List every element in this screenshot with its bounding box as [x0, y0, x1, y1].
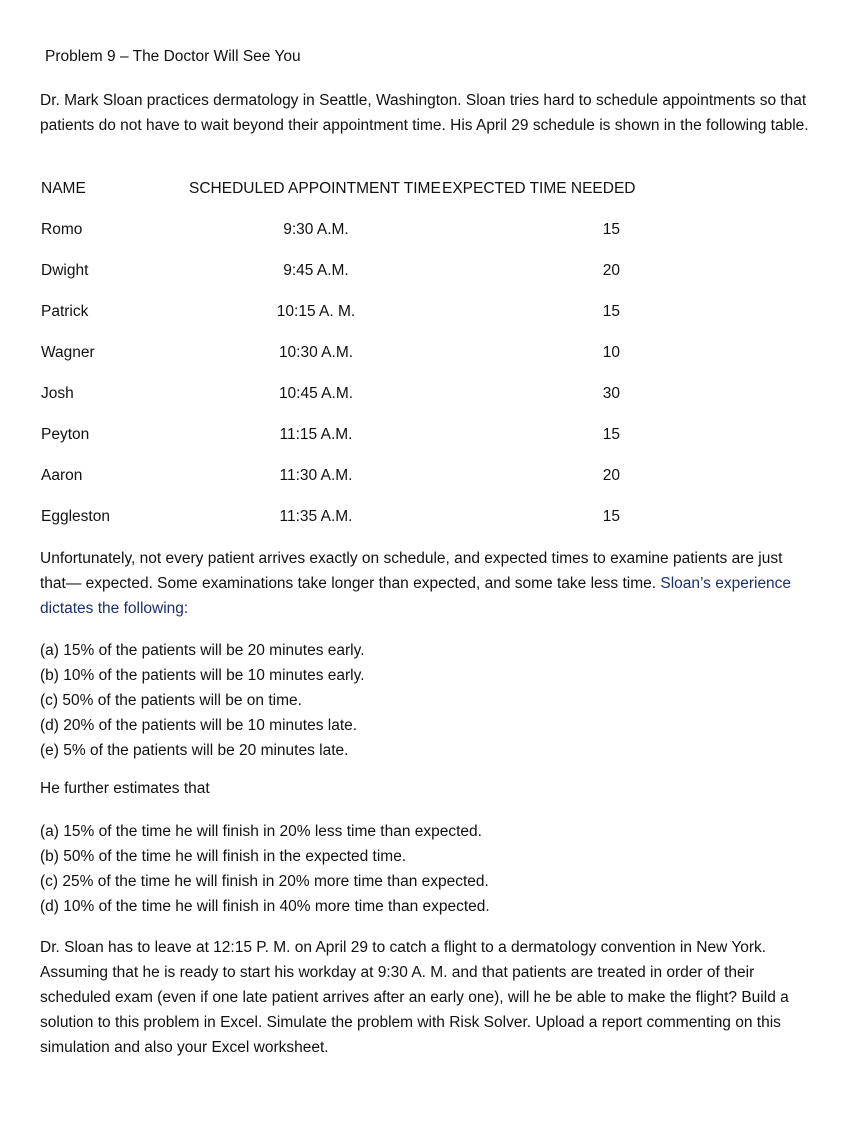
patient-name: Wagner: [41, 344, 95, 361]
list-item: (b) 10% of the patients will be 10 minutes early.: [40, 667, 365, 684]
patient-name: Dwight: [41, 262, 89, 279]
list-item: (d) 10% of the time he will finish in 40% more time than expected.: [40, 898, 490, 915]
time-needed: 15: [602, 508, 620, 525]
header-scheduled-time: SCHEDULED APPOINTMENT TIME: [189, 180, 441, 197]
variability-text: Unfortunately, not every patient arrives exactly on schedule, and expected times to examine patients are just that— expected. Some examinations take longer than expected, and some take less time.: [40, 550, 783, 592]
closing-paragraph: Dr. Sloan has to leave at 12:15 P. M. on April 29 to catch a flight to a dermatology convention in New York. Assuming that he is ready to start his workday at 9:30 A. M. and that patients are treated in order of their scheduled exam (even if one late patient arrives after an early one), will he be able to make the flight? Build a solution to this problem in Excel. Simulate the problem with Risk Solver. Upload a report commenting on this simulation and also your Excel worksheet.: [40, 939, 789, 1056]
list-item: (e) 5% of the patients will be 20 minutes late.: [40, 742, 349, 759]
patient-name: Patrick: [41, 303, 89, 320]
header-expected-time: EXPECTED TIME NEEDED: [442, 180, 636, 197]
list-item: (d) 20% of the patients will be 10 minutes late.: [40, 717, 358, 734]
time-needed: 10: [602, 344, 620, 361]
table-row: [0, 262, 860, 284]
patient-name: Eggleston: [41, 508, 110, 525]
appointment-time: 9:30 A.M.: [283, 221, 349, 238]
appointment-time: 10:15 A. M.: [276, 303, 356, 320]
appointment-time: 11:30 A.M.: [279, 467, 353, 484]
table-row: [0, 221, 860, 243]
list-item: (c) 25% of the time he will finish in 20% more time than expected.: [40, 873, 489, 890]
duration-list: [40, 819, 740, 919]
list-item: (b) 50% of the time he will finish in the expected time.: [40, 848, 407, 865]
table-row: [0, 508, 860, 530]
appointment-time: 9:45 A.M.: [283, 262, 349, 279]
patient-name: Aaron: [41, 467, 83, 484]
time-needed: 15: [602, 303, 620, 320]
time-needed: 15: [602, 426, 620, 443]
list-item: (c) 50% of the patients will be on time.: [40, 692, 302, 709]
time-needed: 20: [602, 467, 620, 484]
appointment-time: 10:45 A.M.: [278, 385, 354, 402]
table-row: [0, 344, 860, 366]
table-row: [0, 426, 860, 448]
appointment-time: 10:30 A.M.: [278, 344, 354, 361]
list-item: (a) 15% of the time he will finish in 20% less time than expected.: [40, 823, 482, 840]
list-item: (a) 15% of the patients will be 20 minutes early.: [40, 642, 365, 659]
appointment-time: 11:35 A.M.: [279, 508, 353, 525]
time-needed: 15: [602, 221, 620, 238]
arrival-list: [40, 638, 740, 763]
table-row: [0, 303, 860, 325]
patient-name: Josh: [41, 385, 74, 402]
experience-text: Sloan’s experience dictates the following:: [40, 575, 792, 617]
table-row: [0, 467, 860, 489]
page-title: Problem 9 – The Doctor Will See You: [45, 48, 301, 65]
header-name: NAME: [41, 180, 86, 197]
patient-name: Romo: [41, 221, 83, 238]
further-estimate-text: He further estimates that: [40, 780, 210, 797]
table-row: [0, 385, 860, 407]
intro-paragraph: Dr. Mark Sloan practices dermatology in Seattle, Washington. Sloan tries hard to schedule appointments so that patients do not have to wait beyond their appointment time. His April 29 schedule is shown in the following table.: [40, 92, 809, 134]
variability-paragraph: [40, 546, 810, 621]
time-needed: 30: [602, 385, 620, 402]
patient-name: Peyton: [41, 426, 90, 443]
appointment-time: 11:15 A.M.: [279, 426, 353, 443]
time-needed: 20: [602, 262, 620, 279]
